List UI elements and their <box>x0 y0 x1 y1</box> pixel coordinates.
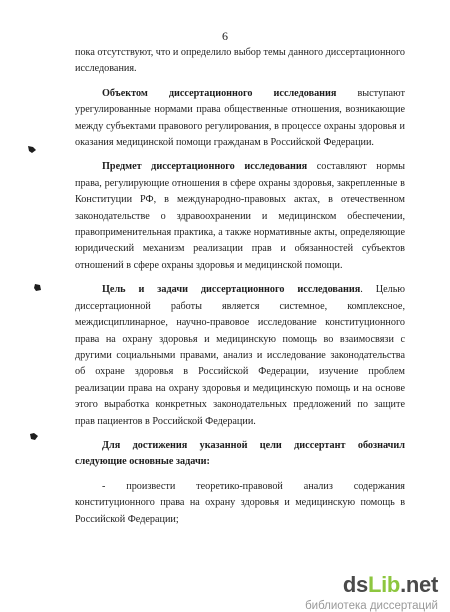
page-number: 6 <box>222 29 228 43</box>
watermark-logo: dsLib.net <box>342 572 438 597</box>
paragraph-tasks-heading: Для достижения указанной цели диссертант обозначил следующие основные задачи: <box>75 439 405 468</box>
scan-mark-icon <box>33 283 43 292</box>
paragraph-goal <box>75 282 405 430</box>
paragraph-object-heading: Объектом диссертационного исследования <box>102 87 337 99</box>
paragraph-intro <box>75 45 405 78</box>
scan-mark-icon <box>29 432 39 441</box>
paragraph-object <box>75 86 405 152</box>
paragraph-tasks <box>75 438 405 471</box>
paragraph-goal-text: . Целью диссертационной работы является системное, комплексное, междисциплинарное, научно-правовое исследование конституционного права на охрану здоровья и медицинскую помощь во взаимосвязи с другими социальными правами, анализ и исследование законодательства об охране здоровья в Российской Федерации, изучение проблем реализации права на охрану здоровья и медицинскую помощь и на основе этого выработка конкретных законодательных предложений по защите прав пациентов в Российской Федерации. <box>75 284 405 427</box>
paragraph-subject-heading: Предмет диссертационного исследования <box>102 161 308 173</box>
paragraph-goal-heading: Цель и задачи диссертационного исследования <box>102 284 361 296</box>
paragraph-task-1-text: - произвести теоретико-правовой анализ содержания конституционного права на охрану здоровья и медицинскую помощь в Российской Федерации; <box>75 480 405 525</box>
document-body <box>75 45 405 528</box>
scan-mark-icon <box>27 145 37 154</box>
watermark-subtitle: библиотека диссертаций <box>305 600 438 612</box>
paragraph-intro-text: пока отсутствуют, что и определило выбор темы данного диссертационного исследования. <box>75 47 405 75</box>
paragraph-subject-text: составляют нормы права, регулирующие отношения в сфере охраны здоровья, закрепленные в Конституции РФ, в международно-правовых актах, в отечественном законодательстве о здравоохранении и медицинском обеспечении, правоприменительная практика, а также нормативные акты, определяющие юридический механизм реализации прав и обязанностей субъектов отношений в сфере охраны здоровья и медицинской помощи. <box>75 161 405 271</box>
paragraph-task-1 <box>75 479 405 528</box>
paragraph-subject <box>75 159 405 274</box>
paragraph-object-text: выступают урегулированные нормами права общественные отношения, возникающие между субъектами правового регулирования, в процессе охраны здоровья и оказания медицинской помощи гражданам в Российской Федерации. <box>75 87 405 149</box>
